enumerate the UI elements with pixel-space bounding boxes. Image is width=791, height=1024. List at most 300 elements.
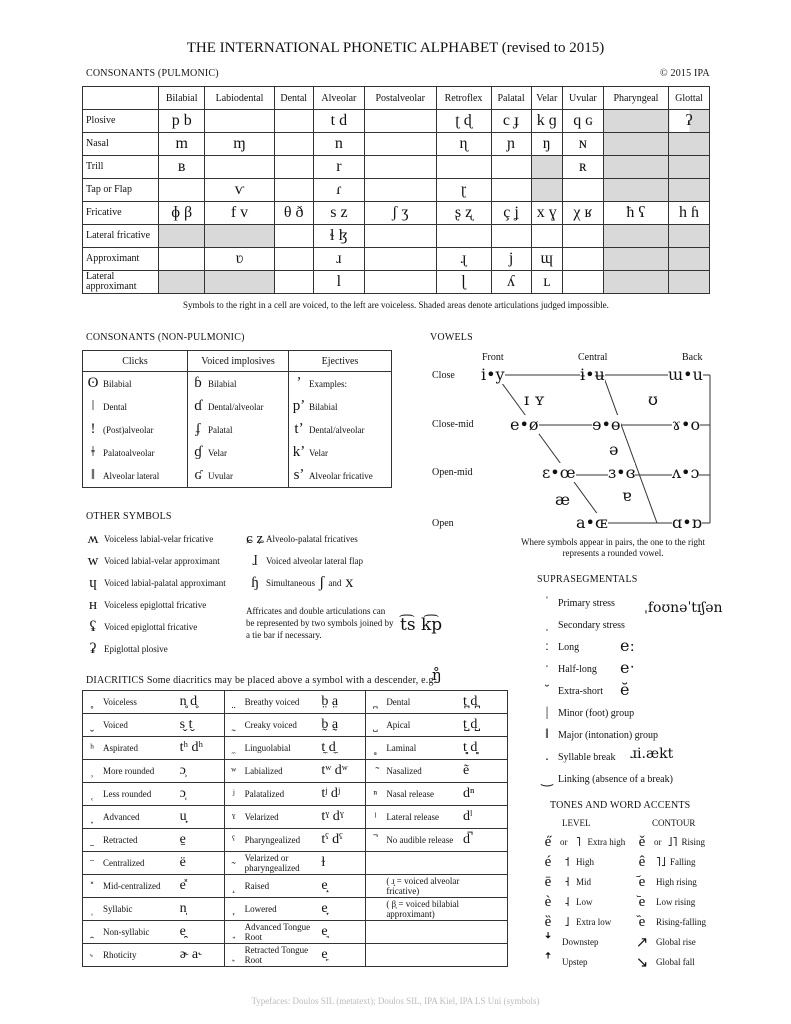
diacritic-example: e̯	[179, 924, 186, 939]
other-symbol: ɕ ʑ	[246, 530, 264, 547]
level-tone-letter: ˧	[564, 874, 570, 889]
supra-symbol: ˘	[544, 683, 550, 698]
consonant-cell	[274, 248, 313, 271]
simul-b: x	[345, 574, 354, 591]
diacritic-mark	[83, 787, 101, 802]
diacritic-label: Velarized	[244, 812, 279, 822]
place-header: Pharyngeal	[603, 87, 668, 110]
diacritic-example: tʲ dʲ	[321, 786, 341, 801]
other-symbol: ɺ	[252, 552, 258, 569]
other-symbol-label: Epiglottal plosive	[104, 644, 168, 654]
other-symbol-label: Simultaneous	[266, 578, 315, 588]
consonant-cell: ʎ	[491, 271, 531, 294]
implosive-label: Dental/alveolar	[208, 401, 264, 412]
consonant-cell	[274, 133, 313, 156]
ejective-label: Alveolar fricative	[309, 470, 373, 481]
consonant-cell: ɹ	[313, 248, 364, 271]
diacritic-mark	[225, 879, 243, 894]
diacritic-cell	[83, 875, 225, 898]
diacritic-example: t̺ d̺	[463, 717, 478, 732]
consonant-cell: ʋ	[205, 248, 274, 271]
diacritic-label: Mid-centralized	[103, 881, 161, 891]
implosive-item	[188, 464, 288, 487]
consonant-cell: ʔ	[669, 110, 710, 133]
vowel-openmid-central: ɜ•ɞ	[608, 463, 636, 482]
consonant-cell: ŋ	[531, 133, 562, 156]
consonant-cell	[531, 225, 562, 248]
vowel-mid: ə	[609, 440, 619, 459]
place-header: Dental	[274, 87, 313, 110]
diacritic-row	[83, 829, 508, 852]
consonant-cell	[603, 271, 668, 294]
diacritic-label: Voiceless	[103, 697, 137, 707]
contour-tone-symbol: ě	[638, 833, 646, 850]
contour-tone-label: Falling	[670, 856, 696, 867]
diacritic-cell	[224, 737, 366, 760]
place-header: Glottal	[669, 87, 710, 110]
place-header: Palatal	[491, 87, 531, 110]
diacritic-row	[83, 944, 508, 967]
diacritics-heading: DIACRITICS Some diacritics may be placed above a symbol with a descender, e.g.	[86, 675, 437, 686]
contour-tone-item	[632, 952, 722, 972]
diacritic-example: u̟	[179, 809, 187, 824]
supra-label: Extra-short	[558, 685, 603, 697]
consonant-cell	[364, 248, 436, 271]
place-header: Velar	[531, 87, 562, 110]
manner-row	[83, 271, 710, 294]
consonant-cell	[562, 248, 603, 271]
contour-tone-label: Rising-falling	[656, 916, 706, 927]
vowel-col-back: Back	[682, 352, 703, 363]
vowel-row-closemid: Close-mid	[432, 419, 474, 430]
consonant-cell	[436, 156, 491, 179]
diacritic-label: Voiced	[103, 720, 128, 730]
diacritic-row	[83, 875, 508, 898]
consonant-cell	[603, 179, 668, 202]
ejective-item	[289, 441, 391, 464]
vowel-open-back: ɑ•ɒ	[672, 513, 702, 532]
other-symbol-item	[82, 638, 242, 660]
vowel-open-front: a•ɶ	[576, 513, 608, 532]
consonant-cell: c ɟ	[491, 110, 531, 133]
diacritic-mark	[83, 833, 101, 848]
consonant-cell	[364, 225, 436, 248]
ejective-item	[289, 464, 391, 487]
diacritic-example: e̙	[321, 947, 328, 962]
click-symbol: ǀ	[91, 398, 95, 414]
diacritic-label: Centralized	[103, 858, 145, 868]
level-tone-label: Extra high	[587, 836, 626, 847]
affricate-note: Affricates and double articulations can be represented by two symbols joined by a tie bar if necessary.	[246, 606, 394, 640]
other-symbol: w	[87, 552, 99, 569]
implosive-symbol: ɠ	[194, 444, 202, 460]
np-ejectives-col	[289, 372, 392, 488]
diacritic-cell	[83, 806, 225, 829]
diacritic-example: b̤ a̤	[321, 694, 339, 709]
click-symbol: ǁ	[90, 467, 96, 483]
click-symbol: ǃ	[90, 421, 96, 437]
diacritic-mark	[366, 695, 384, 710]
diacritic-example: e̝	[321, 878, 328, 893]
consonant-cell: ʂ ʐ	[436, 202, 491, 225]
vowel-near-front: ɪ ʏ	[524, 390, 545, 409]
diacritic-mark	[225, 695, 243, 710]
supra-item	[536, 746, 706, 768]
level-tone-label: High	[576, 856, 594, 867]
consonant-cell: ʟ	[531, 271, 562, 294]
level-tone-item	[538, 872, 628, 892]
diacritic-mark: ˞	[90, 947, 94, 962]
diacritic-mark	[225, 856, 243, 871]
contour-tone-item	[632, 852, 722, 872]
diacritic-example: dˡ	[463, 809, 473, 824]
vowel-openmid-back: ʌ•ɔ	[672, 463, 700, 482]
contour-tone-item	[632, 832, 722, 852]
diacritic-mark: ʷ	[231, 763, 237, 778]
diacritic-label: Nasalized	[386, 766, 422, 776]
vowel-nearopen-central: ɐ	[622, 486, 632, 505]
diacritic-mark	[225, 718, 243, 733]
diacritic-cell	[224, 760, 366, 783]
tie-examples: t͡s k͡p	[400, 615, 443, 635]
other-symbol-item	[244, 528, 414, 550]
diacritic-row	[83, 898, 508, 921]
consonant-cell: ɭ	[436, 271, 491, 294]
other-symbol-item	[82, 594, 242, 616]
vowels-heading: VOWELS	[430, 332, 473, 343]
diacritic-label: Retracted	[103, 835, 138, 845]
manner-label: Tap or Flap	[83, 179, 159, 202]
diacritic-label: ( β̞ = voiced bilabial approximant)	[386, 899, 459, 919]
diacritic-mark	[83, 879, 101, 894]
consonant-cell	[562, 271, 603, 294]
consonant-cell	[669, 179, 710, 202]
supra-item	[536, 702, 706, 724]
consonant-cell	[669, 156, 710, 179]
manner-label: Approximant	[83, 248, 159, 271]
copyright: © 2015 IPA	[660, 68, 710, 79]
supra-symbol: |	[545, 705, 549, 720]
diacritic-label: Labialized	[244, 766, 283, 776]
supra-label: Half-long	[558, 663, 597, 675]
diacritic-label: No audible release	[386, 835, 454, 845]
consonant-cell: s z	[313, 202, 364, 225]
ejective-label: Velar	[309, 447, 328, 458]
diacritic-cell	[83, 829, 225, 852]
other-symbol-label: Voiceless epiglottal fricative	[104, 600, 207, 610]
level-tone-letter: ˩	[564, 914, 570, 929]
place-header: Postalveolar	[364, 87, 436, 110]
diacritic-example: tˤ dˤ	[321, 832, 343, 847]
click-label: Palatoalveolar	[103, 447, 155, 458]
diacritic-cell	[366, 829, 508, 852]
diacritic-example: ɔ̜	[179, 786, 186, 801]
diacritic-mark	[83, 925, 101, 940]
supra-symbol: ‖	[545, 727, 549, 742]
diacritic-cell	[83, 737, 225, 760]
click-label: (Post)alveolar	[103, 424, 154, 435]
click-label: Alveolar lateral	[103, 470, 160, 481]
level-tone-symbol: é	[544, 853, 552, 870]
contour-tone-symbol: ↘	[635, 954, 649, 971]
consonant-cell: θ ð	[274, 202, 313, 225]
tones-contour-list	[632, 832, 722, 972]
diacritic-cell	[83, 898, 225, 921]
consonant-cell	[274, 110, 313, 133]
np-clicks-col	[83, 372, 188, 488]
consonant-cell	[274, 225, 313, 248]
diacritic-label: Dental	[386, 697, 411, 707]
ejective-symbol: sʼ	[293, 467, 305, 483]
vowel-closemid-front: e•ø	[510, 415, 539, 434]
consonant-cell	[603, 156, 668, 179]
level-tone-item	[538, 892, 628, 912]
contour-tone-symbol: ᷄e	[638, 873, 646, 890]
level-tone-item	[538, 912, 628, 932]
other-symbol-item	[82, 550, 242, 572]
supra-label: Primary stress	[558, 597, 615, 609]
implosive-label: Velar	[208, 447, 227, 458]
diacritic-example: b̰ a̰	[321, 717, 339, 732]
supra-item	[536, 724, 706, 746]
supra-symbol: ‿	[541, 771, 553, 787]
consonant-cell: ɳ	[436, 133, 491, 156]
consonant-cell	[491, 179, 531, 202]
simul-a: ʃ	[319, 574, 325, 591]
implosive-label: Palatal	[208, 424, 233, 435]
diacritic-cell	[366, 691, 508, 714]
vowel-col-front: Front	[482, 352, 504, 363]
diacritic-mark	[83, 764, 101, 779]
level-tone-letter: ˥	[576, 834, 581, 849]
other-symbol: ʜ	[88, 596, 98, 613]
np-implosives-col	[188, 372, 289, 488]
consonant-cell: n	[313, 133, 364, 156]
diacritic-cell	[83, 760, 225, 783]
consonant-cell: q ɢ	[562, 110, 603, 133]
consonant-cell: m	[159, 133, 205, 156]
diacritic-example: ɫ	[321, 855, 326, 870]
diacritic-cell	[366, 898, 508, 921]
diacritic-mark	[366, 741, 384, 756]
supra-example-stress: ˌfoʊnəˈtɪʃən	[644, 600, 723, 616]
diacritic-cell	[224, 714, 366, 737]
contour-tone-item	[632, 872, 722, 892]
diacritic-label: More rounded	[103, 766, 155, 776]
consonant-cell	[364, 156, 436, 179]
diacritic-label: Breathy voiced	[244, 697, 300, 707]
other-symbol: ʢ	[89, 618, 97, 635]
consonant-cell	[562, 225, 603, 248]
diacritic-label: Creaky voiced	[244, 720, 297, 730]
contour-tone-item	[632, 892, 722, 912]
consonant-cell	[436, 225, 491, 248]
click-item	[83, 464, 187, 487]
ejective-label: Examples:	[309, 378, 347, 389]
diacritic-example: t̻ d̻	[463, 740, 478, 755]
diacritic-cell	[224, 944, 366, 967]
other-symbol-item	[244, 572, 414, 594]
diacritic-cell	[224, 852, 366, 875]
level-tone-item	[538, 932, 628, 952]
consonant-cell	[159, 271, 205, 294]
consonant-cell	[669, 133, 710, 156]
other-symbol-label: Voiced labial-palatal approximant	[104, 578, 226, 588]
diacritic-example: dⁿ	[463, 786, 475, 801]
tones-heading: TONES AND WORD ACCENTS	[550, 800, 691, 811]
consonant-cell: χ ʁ	[562, 202, 603, 225]
consonant-cell: ɱ	[205, 133, 274, 156]
diacritic-mark: ˤ	[232, 832, 236, 847]
other-symbol: ɧ	[251, 574, 259, 591]
diacritic-mark	[225, 741, 243, 756]
consonant-cell: p b	[159, 110, 205, 133]
diacritic-example: ẽ	[463, 763, 470, 778]
consonant-cell	[669, 248, 710, 271]
diacritic-example: tʷ dʷ	[321, 763, 348, 778]
other-left	[82, 528, 242, 660]
consonant-cell	[364, 179, 436, 202]
supra-symbol: ˑ	[545, 661, 549, 676]
click-symbol: ǂ	[91, 444, 95, 460]
click-item	[83, 441, 187, 464]
diacritic-cell	[366, 806, 508, 829]
ejective-item	[289, 372, 391, 395]
diacritic-row	[83, 921, 508, 944]
consonant-cell: ɸ β	[159, 202, 205, 225]
diacritic-cell	[83, 921, 225, 944]
level-tone-label: Mid	[576, 876, 592, 887]
contour-tone-label: Low rising	[656, 896, 696, 907]
diacritic-example: n̩	[179, 901, 187, 916]
implosive-symbol: ɓ	[194, 375, 202, 391]
implosive-symbol: ʄ	[195, 421, 201, 437]
ejective-symbol: tʼ	[294, 421, 304, 437]
diacritic-example: t̪ d̪	[463, 694, 478, 709]
diacritic-cell	[224, 783, 366, 806]
diacritics-table	[82, 690, 508, 967]
tone-or: or	[560, 837, 568, 847]
consonant-cell	[531, 179, 562, 202]
level-tone-letter: ˦	[564, 854, 570, 869]
diacritic-row	[83, 760, 508, 783]
vowel-closemid-back: ɤ•o	[672, 415, 701, 434]
other-symbol: ʡ	[89, 640, 97, 657]
diacritic-row	[83, 852, 508, 875]
other-symbol-item	[82, 572, 242, 594]
manner-label: Nasal	[83, 133, 159, 156]
tones-contour-label: CONTOUR	[652, 818, 696, 828]
diacritic-cell	[224, 875, 366, 898]
consonant-cell	[205, 225, 274, 248]
diacritic-example: e̠	[179, 832, 186, 847]
diacritic-cell	[366, 944, 508, 967]
pulmonic-heading: CONSONANTS (PULMONIC)	[86, 68, 219, 79]
consonant-cell	[603, 248, 668, 271]
diacritic-label: Apical	[386, 720, 411, 730]
nonpulmonic-heading: CONSONANTS (NON-PULMONIC)	[86, 332, 245, 343]
diacritic-cell	[83, 691, 225, 714]
other-symbol-label: Voiced alveolar lateral flap	[266, 556, 364, 566]
vowel-close-back: ɯ•u	[668, 365, 703, 384]
diacritic-label: Lowered	[244, 904, 277, 914]
diacritic-row	[83, 783, 508, 806]
diacritic-row	[83, 737, 508, 760]
diacritic-example: tʰ dʰ	[179, 740, 204, 755]
consonant-cell: ʙ	[159, 156, 205, 179]
pulmonic-table	[82, 86, 710, 294]
click-symbol: ʘ	[87, 375, 99, 391]
diacritic-cell	[366, 875, 508, 898]
supra-example-long: eː	[620, 636, 635, 655]
other-symbol-label: Voiced labial-velar approximant	[104, 556, 220, 566]
other-symbol-item	[82, 528, 242, 550]
consonant-cell: ɲ	[491, 133, 531, 156]
diacritic-label: Advanced Tongue Root	[244, 922, 311, 942]
supra-symbol: ˈ	[544, 595, 550, 610]
diacritic-mark: ˡ	[374, 809, 377, 824]
contour-tone-item	[632, 932, 722, 952]
consonant-cell: k ɡ	[531, 110, 562, 133]
consonant-cell: x ɣ	[531, 202, 562, 225]
supra-label: Major (intonation) group	[558, 729, 658, 741]
diacritic-example: e̞	[321, 901, 328, 916]
consonant-cell	[491, 225, 531, 248]
consonant-cell	[364, 133, 436, 156]
manner-row	[83, 202, 710, 225]
supra-example-half: eˑ	[620, 658, 635, 677]
diacritic-cell	[83, 783, 225, 806]
vowel-closemid-central: ɘ•ɵ	[592, 415, 621, 434]
simul-and: and	[328, 578, 342, 588]
level-tone-symbol: ꜛ	[544, 953, 552, 970]
supra-item	[536, 768, 706, 790]
consonant-cell	[205, 156, 274, 179]
level-tone-item	[538, 952, 628, 972]
consonant-cell: ɾ	[313, 179, 364, 202]
ejective-label: Bilabial	[309, 401, 338, 412]
diacritic-label: Advanced	[103, 812, 140, 822]
diacritic-label: Palatalized	[244, 789, 285, 799]
manner-row	[83, 179, 710, 202]
consonant-cell: ɬ ɮ	[313, 225, 364, 248]
vowel-note: Where symbols appear in pairs, the one to the right represents a rounded vowel.	[521, 537, 705, 558]
consonant-cell: ʀ	[562, 156, 603, 179]
consonant-cell	[159, 179, 205, 202]
click-item	[83, 418, 187, 441]
other-symbol-item	[82, 616, 242, 638]
implosive-item	[188, 418, 288, 441]
consonant-cell	[274, 179, 313, 202]
supra-label: Secondary stress	[558, 619, 625, 631]
diacritic-example: e̘	[321, 924, 328, 939]
diacritic-label: Rhoticity	[103, 950, 137, 960]
ejective-symbol: kʼ	[292, 444, 306, 460]
consonant-cell: l	[313, 271, 364, 294]
manner-row	[83, 110, 710, 133]
tones-level-label: LEVEL	[562, 818, 591, 828]
diacritic-mark	[83, 718, 101, 733]
supra-heading: SUPRASEGMENTALS	[537, 574, 638, 585]
consonant-cell: r	[313, 156, 364, 179]
consonant-cell: f v	[205, 202, 274, 225]
level-tone-item	[538, 852, 628, 872]
diacritic-label: Raised	[244, 881, 270, 891]
level-tone-symbol: e̋	[544, 833, 552, 850]
diacritic-mark	[83, 902, 101, 917]
diacritic-mark	[366, 833, 384, 848]
vowel-row-close: Close	[432, 370, 455, 381]
